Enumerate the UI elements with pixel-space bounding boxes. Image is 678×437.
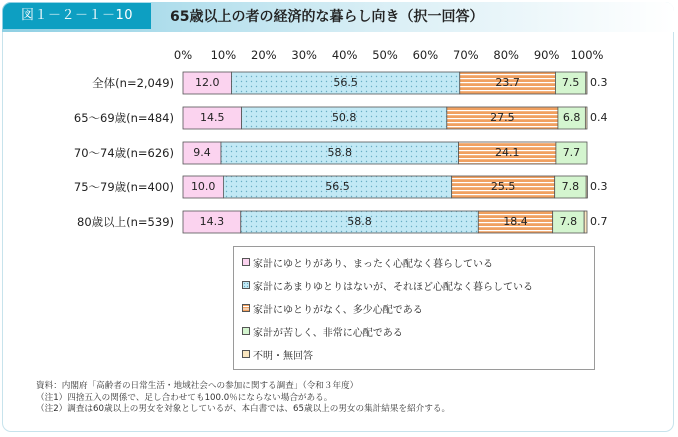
source-note: 資料：内閣府「高齢者の日常生活・地域社会への参加に関する調査」（令和３年度） — [36, 381, 359, 391]
bar-value-label: 58.8 — [327, 146, 352, 159]
legend-item — [242, 347, 313, 361]
legend-swatch — [242, 258, 250, 266]
x-tick-label: 80% — [493, 48, 519, 62]
bar-value-label: 56.5 — [325, 180, 350, 193]
legend-item — [242, 324, 403, 338]
bar-value-label: 25.5 — [490, 180, 516, 193]
bar-value-label: 10.0 — [190, 180, 216, 193]
bar-value-label: 0.3 — [590, 76, 608, 89]
bar-segment — [585, 107, 587, 129]
bar-value-label: 9.4 — [193, 146, 211, 159]
note-1: （注1）四捨五入の関係で、足し合わせても100.0％にならない場合がある。 — [36, 392, 333, 403]
bar-value-label: 56.5 — [333, 76, 358, 89]
x-tick-label: 30% — [291, 48, 317, 62]
category-label: 70～74歳(n=626) — [73, 146, 174, 160]
figure-number: 図１－２－１－10 — [3, 3, 151, 29]
category-label: 全体(n=2,049) — [92, 76, 174, 90]
bar-value-label: 6.8 — [562, 111, 581, 124]
bar-value-label: 7.8 — [559, 215, 578, 228]
x-tick-label: 40% — [331, 48, 358, 62]
legend-label: 家計が苦しく、非常に心配である — [253, 327, 403, 339]
bar-value-label: 7.5 — [561, 76, 580, 89]
legend-label: 家計にあまりゆとりはないが、それほど心配なく暮らしている — [253, 281, 533, 293]
legend-label: 不明・無回答 — [253, 350, 313, 362]
note-2: （注2）調査は60歳以上の男女を対象としているが、本白書では、65歳以上の男女の集計結果を紹介する。 — [36, 404, 451, 414]
bar-value-label: 7.8 — [561, 180, 580, 193]
category-label: 80歳以上(n=539) — [77, 215, 174, 229]
legend-swatch — [242, 281, 250, 289]
x-tick-label: 20% — [251, 48, 277, 62]
bar-value-label: 12.0 — [194, 76, 220, 89]
bar-value-label: 14.5 — [200, 111, 225, 124]
x-tick-label: 50% — [372, 48, 398, 62]
bar-value-label: 0.7 — [590, 215, 608, 228]
category-label: 65～69歳(n=484) — [73, 111, 174, 125]
legend — [233, 246, 595, 370]
legend-label: 家計にゆとりがあり、まったく心配なく暮らしている — [253, 258, 493, 270]
bar-value-label: 27.5 — [490, 111, 515, 124]
bar-value-label: 0.4 — [590, 111, 608, 124]
bar-value-label: 0.3 — [590, 180, 608, 193]
bar-value-label: 18.4 — [503, 215, 528, 228]
legend-item — [242, 255, 493, 269]
bar-value-label: 23.7 — [495, 76, 520, 89]
x-tick-label: 90% — [533, 48, 560, 62]
x-tick-label: 100% — [570, 48, 604, 62]
bar-value-label: 14.3 — [199, 215, 225, 228]
bar-value-label: 24.1 — [494, 146, 520, 159]
legend-label: 家計にゆとりがなく、多少心配である — [253, 304, 423, 316]
bar-value-label: 7.7 — [562, 146, 581, 159]
bar-segment — [584, 211, 587, 233]
legend-swatch — [242, 327, 250, 335]
legend-swatch — [242, 304, 250, 312]
bar-segment — [586, 72, 587, 94]
legend-item — [242, 278, 533, 292]
x-tick-label: 10% — [210, 48, 237, 62]
x-tick-label: 60% — [412, 48, 439, 62]
legend-swatch — [242, 350, 250, 358]
source-notes — [36, 381, 450, 416]
x-tick-label: 70% — [453, 48, 479, 62]
chart-title: 65歳以上の者の経済的な暮らし向き（択一回答） — [170, 9, 484, 25]
x-tick-label: 0% — [173, 48, 193, 62]
bar-value-label: 50.8 — [331, 111, 357, 124]
bar-value-label: 58.8 — [347, 215, 372, 228]
legend-item — [242, 301, 423, 315]
category-label: 75～79歳(n=400) — [73, 180, 174, 194]
bar-segment — [586, 176, 587, 198]
